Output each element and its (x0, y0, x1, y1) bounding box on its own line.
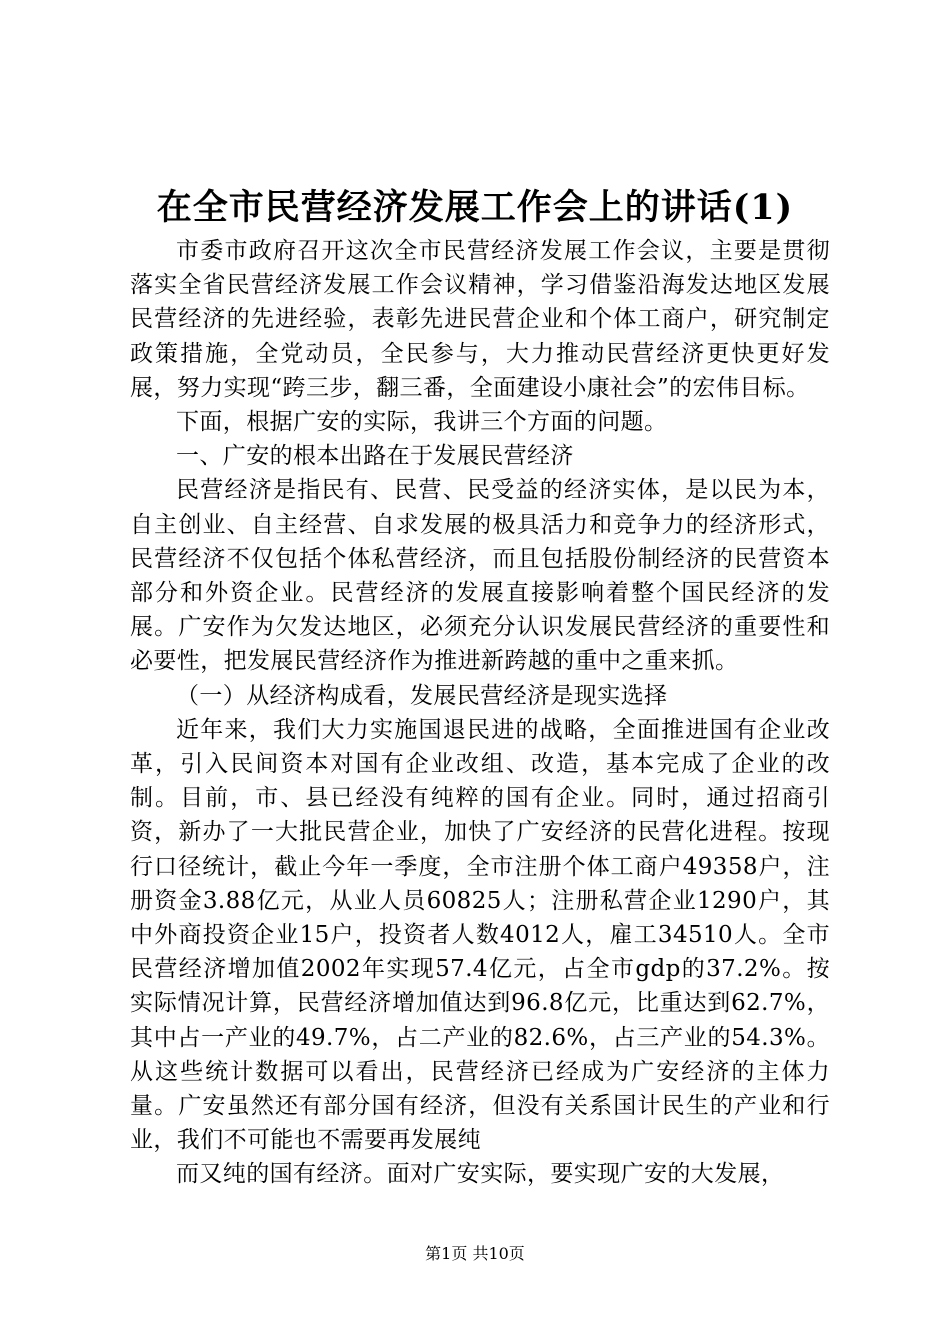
paragraph: 近年来，我们大力实施国退民进的战略，全面推进国有企业改革，引入民间资本对国有企业改组、改造，基本完成了企业的改制。目前，市、县已经没有纯粹的国有企业。同时，通过招商引资，新办了一大批民营企业，加快了广安经济的民营化进程。按现行口径统计，截止今年一季度，全市注册个体工商户49358户，注册资金3.88亿元，从业人员60825人；注册私营企业1290户，其中外商投资企业15户，投资者人数4012人，雇工34510人。全市民营经济增加值2002年实现57.4亿元，占全市gdp的37.2%。按实际情况计算，民营经济增加值达到96.8亿元，比重达到62.7%，其中占一产业的49.7%，占二产业的82.6%，占三产业的54.3%。从这些统计数据可以看出，民营经济已经成为广安经济的主体力量。广安虽然还有部分国有经济，但没有关系国计民生的产业和行业，我们不可能也不需要再发展纯 (130, 716, 830, 1154)
section-heading: 一、广安的根本出路在于发展民营经济 (176, 443, 574, 470)
paragraph: 市委市政府召开这次全市民营经济发展工作会议，主要是贯彻落实全省民营经济发展工作会议精神，学习借鉴沿海发达地区发展民营经济的先进经验，表彰先进民营企业和个体工商户，研究制定政策措施，全党动员，全民参与，大力推动民营经济更快更好发展，努力实现“跨三步，翻三番，全面建设小康社会”的宏伟目标。 (130, 238, 830, 401)
document-body (130, 234, 830, 1192)
paragraph: 下面，根据广安的实际，我讲三个方面的问题。 (176, 409, 668, 436)
page-number-footer: 第1页 共10页 (425, 1244, 525, 1263)
subsection-heading: （一）从经济构成看，发展民营经济是现实选择 (176, 682, 668, 709)
paragraph: 而又纯的国有经济。面对广安实际，要实现广安的大发展， (176, 1161, 785, 1188)
page-title: 在全市民营经济发展工作会上的讲话(1) (156, 187, 794, 228)
paragraph: 民营经济是指民有、民营、民受益的经济实体，是以民为本，自主创业、自主经营、自求发展的极具活力和竞争力的经济形式，民营经济不仅包括个体私营经济，而且包括股份制经济的民营资本部分和外资企业。民营经济的发展直接影响着整个国民经济的发展。广安作为欠发达地区，必须充分认识发展民营经济的重要性和必要性，把发展民营经济作为推进新跨越的重中之重来抓。 (130, 477, 830, 675)
